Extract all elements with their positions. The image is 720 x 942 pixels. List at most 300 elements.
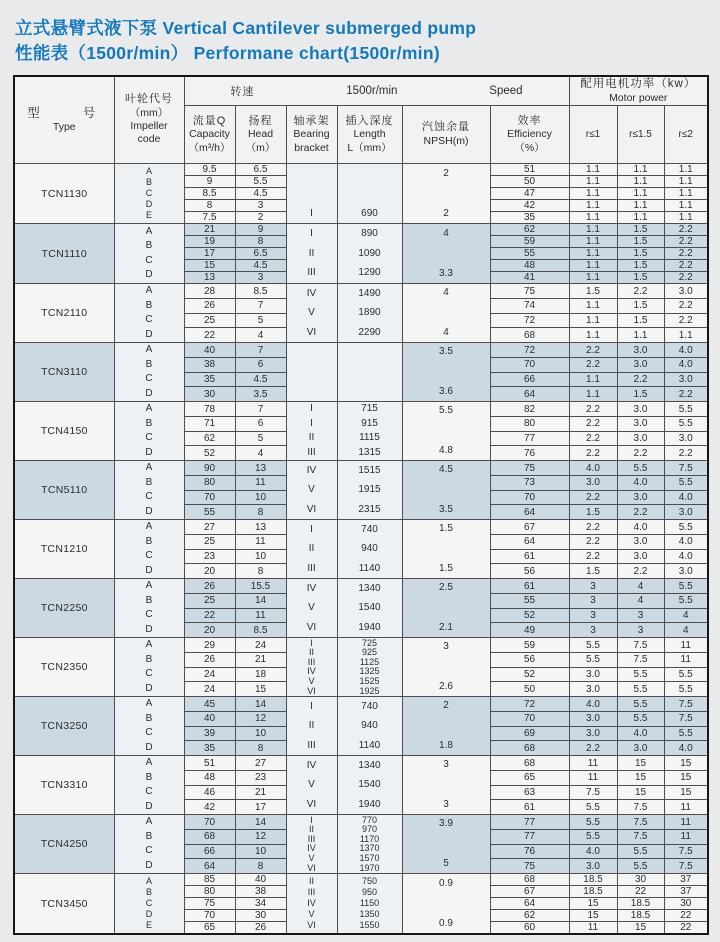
impeller-code-cell-value: B — [145, 712, 153, 724]
efficiency-cell: 59 — [490, 638, 569, 653]
impeller-code-cell — [114, 461, 184, 520]
header-capacity: 流量Q Capacity （m³/h） — [184, 106, 235, 164]
power-r15-cell: 3.0 — [617, 402, 664, 417]
header-motor-power-group: 配用电机功率（kw） Motor power — [569, 76, 708, 106]
capacity-cell: 80 — [184, 886, 235, 898]
bearing-bracket-cell-value: V — [308, 602, 315, 614]
impeller-code-cell-value: B — [145, 887, 152, 897]
bearing-bracket-cell-value: V — [308, 676, 315, 686]
impeller-code-cell-value: D — [145, 564, 153, 576]
power-r1-cell: 1.5 — [569, 505, 617, 520]
power-r1-cell: 3 — [569, 623, 617, 638]
length-cell-value: 1525 — [359, 676, 380, 686]
length-cell-value: 890 — [361, 228, 378, 240]
table-row — [14, 224, 708, 236]
head-cell: 24 — [235, 638, 286, 653]
efficiency-cell: 64 — [490, 534, 569, 549]
npsh-value: 0.9 — [439, 917, 453, 929]
page-title — [13, 16, 707, 66]
power-r1-cell: 11 — [569, 770, 617, 785]
length-cell — [337, 402, 402, 461]
head-cell: 17 — [235, 800, 286, 815]
power-r2-cell: 5.5 — [664, 593, 708, 608]
power-r1-cell: 5.5 — [569, 800, 617, 815]
power-r15-cell: 5.5 — [617, 859, 664, 874]
impeller-code-cell-value: C — [145, 898, 153, 909]
pump-type-cell: TCN3110 — [14, 343, 114, 402]
head-cell: 10 — [235, 549, 286, 564]
power-r1-cell: 2.2 — [569, 416, 617, 431]
head-cell: 10 — [235, 844, 286, 859]
power-r1-cell: 1.5 — [569, 284, 617, 299]
pump-table-body — [14, 164, 708, 935]
header-power-r15: r≤1.5 — [617, 106, 664, 164]
power-r1-cell: 2.2 — [569, 446, 617, 461]
power-r15-cell: 1.1 — [617, 328, 664, 343]
npsh-value: 2.1 — [439, 622, 453, 634]
power-r15-cell: 1.1 — [617, 176, 664, 188]
efficiency-cell: 66 — [490, 372, 569, 387]
capacity-cell: 20 — [184, 564, 235, 579]
power-r2-cell: 7.5 — [664, 711, 708, 726]
impeller-code-cell — [114, 164, 184, 224]
power-r15-cell: 1.1 — [617, 188, 664, 200]
length-cell — [337, 224, 402, 284]
pump-type-cell: TCN3450 — [14, 874, 114, 935]
capacity-cell: 25 — [184, 593, 235, 608]
efficiency-cell: 35 — [490, 212, 569, 224]
capacity-cell: 27 — [184, 520, 235, 535]
head-cell: 4.5 — [235, 188, 286, 200]
impeller-code-cell-value: B — [145, 299, 153, 311]
npsh-value: 3.9 — [439, 818, 453, 830]
capacity-cell: 40 — [184, 343, 235, 358]
power-r2-cell: 5.5 — [664, 682, 708, 697]
length-cell-value: 1550 — [359, 920, 380, 931]
head-cell: 13 — [235, 520, 286, 535]
npsh-value: 3 — [443, 799, 449, 811]
head-cell: 15 — [235, 682, 286, 697]
efficiency-cell: 68 — [490, 756, 569, 771]
head-cell: 34 — [235, 898, 286, 910]
impeller-code-cell-value: B — [145, 476, 153, 488]
power-r1-cell: 1.1 — [569, 188, 617, 200]
npsh-cell — [402, 402, 490, 461]
power-r15-cell: 3 — [617, 608, 664, 623]
power-r1-cell: 3.0 — [569, 475, 617, 490]
power-r15-cell: 5.5 — [617, 682, 664, 697]
length-cell-value: 1370 — [359, 843, 380, 854]
efficiency-cell: 77 — [490, 815, 569, 830]
head-cell: 4 — [235, 446, 286, 461]
efficiency-cell: 68 — [490, 741, 569, 756]
impeller-code-cell-value: A — [145, 285, 153, 297]
power-r15-cell: 7.5 — [617, 800, 664, 815]
power-r1-cell: 18.5 — [569, 874, 617, 886]
pump-type-cell: TCN1210 — [14, 520, 114, 579]
bearing-bracket-cell-value: IV — [306, 464, 317, 476]
power-r2-cell: 2.2 — [664, 260, 708, 272]
power-r2-cell: 11 — [664, 815, 708, 830]
power-r15-cell: 5.5 — [617, 461, 664, 476]
header-speed-group: 转速 1500r/min Speed — [184, 76, 569, 106]
bearing-bracket-cell-value: II — [308, 247, 315, 259]
impeller-code-cell-value: C — [145, 668, 153, 680]
capacity-cell: 75 — [184, 898, 235, 910]
impeller-code-cell-value: A — [145, 580, 153, 592]
capacity-cell: 26 — [184, 579, 235, 594]
impeller-code-cell-value: D — [145, 328, 153, 340]
bearing-bracket-cell-value: I — [310, 637, 313, 648]
power-r15-cell: 22 — [617, 886, 664, 898]
header-length: 插入深度 Length L（mm） — [337, 106, 402, 164]
bearing-bracket-cell-value: II — [308, 824, 314, 835]
head-cell: 5.5 — [235, 176, 286, 188]
bearing-bracket-cell-value: IV — [307, 898, 316, 909]
pump-type-cell: TCN2110 — [14, 284, 114, 343]
power-r2-cell: 7.5 — [664, 697, 708, 712]
power-r2-cell: 4.0 — [664, 343, 708, 358]
power-r15-cell: 3.0 — [617, 357, 664, 372]
head-cell: 10 — [235, 726, 286, 741]
npsh-value: 2 — [443, 700, 449, 712]
impeller-code-cell-value: D — [145, 909, 153, 920]
length-cell-value: 940 — [361, 543, 378, 555]
capacity-cell: 40 — [184, 711, 235, 726]
pump-type-cell: TCN2350 — [14, 638, 114, 697]
capacity-cell: 8.5 — [184, 188, 235, 200]
capacity-cell: 15 — [184, 260, 235, 272]
power-r1-cell: 5.5 — [569, 829, 617, 844]
length-cell-value: 970 — [361, 824, 378, 835]
head-cell: 15.5 — [235, 579, 286, 594]
bearing-bracket-cell-value: I — [310, 207, 313, 219]
bearing-bracket-cell — [286, 343, 337, 402]
power-r15-cell: 1.5 — [617, 272, 664, 284]
head-cell: 8 — [235, 741, 286, 756]
power-r2-cell: 3.0 — [664, 284, 708, 299]
length-cell-value: 1340 — [358, 582, 381, 594]
pump-type-cell: TCN5110 — [14, 461, 114, 520]
power-r1-cell: 1.1 — [569, 212, 617, 224]
power-r2-cell: 11 — [664, 829, 708, 844]
length-cell-value: 1890 — [358, 307, 381, 319]
capacity-cell: 24 — [184, 667, 235, 682]
head-cell: 11 — [235, 608, 286, 623]
capacity-cell: 28 — [184, 284, 235, 299]
power-r1-cell: 1.1 — [569, 387, 617, 402]
npsh-value: 3.5 — [439, 504, 453, 516]
power-r15-cell: 15 — [617, 922, 664, 935]
power-r2-cell: 5.5 — [664, 667, 708, 682]
power-r15-cell: 1.5 — [617, 298, 664, 313]
efficiency-cell: 68 — [490, 874, 569, 886]
capacity-cell: 90 — [184, 461, 235, 476]
power-r15-cell: 5.5 — [617, 667, 664, 682]
npsh-value: 4 — [443, 287, 449, 299]
capacity-cell: 70 — [184, 815, 235, 830]
power-r1-cell: 4.0 — [569, 844, 617, 859]
power-r1-cell: 1.1 — [569, 200, 617, 212]
power-r2-cell: 4.0 — [664, 357, 708, 372]
capacity-cell: 9 — [184, 176, 235, 188]
length-cell-value: 740 — [361, 523, 378, 535]
power-r1-cell: 3.0 — [569, 726, 617, 741]
pump-type-cell: TCN3310 — [14, 756, 114, 815]
head-cell: 23 — [235, 770, 286, 785]
impeller-code-cell-value: D — [145, 199, 153, 210]
bearing-bracket-cell-value: III — [307, 739, 316, 751]
power-r1-cell: 2.2 — [569, 402, 617, 417]
head-cell: 8.5 — [235, 284, 286, 299]
head-cell: 7 — [235, 402, 286, 417]
length-cell-value: 1540 — [358, 779, 381, 791]
power-r1-cell: 1.5 — [569, 564, 617, 579]
length-cell — [337, 343, 402, 402]
efficiency-cell: 49 — [490, 623, 569, 638]
npsh-value: 4.5 — [439, 464, 453, 476]
bearing-bracket-cell — [286, 520, 337, 579]
bearing-bracket-cell-value: VI — [306, 621, 317, 633]
length-cell — [337, 284, 402, 343]
head-cell: 14 — [235, 697, 286, 712]
head-cell: 6 — [235, 357, 286, 372]
capacity-cell: 26 — [184, 298, 235, 313]
power-r1-cell: 1.1 — [569, 260, 617, 272]
power-r15-cell: 5.5 — [617, 697, 664, 712]
power-r2-cell: 11 — [664, 652, 708, 667]
npsh-cell — [402, 520, 490, 579]
head-cell: 5 — [235, 313, 286, 328]
power-r2-cell: 1.1 — [664, 164, 708, 176]
power-r2-cell: 1.1 — [664, 212, 708, 224]
power-r1-cell: 15 — [569, 898, 617, 910]
bearing-bracket-cell-value: V — [308, 779, 315, 791]
impeller-code-cell-value: B — [145, 830, 153, 842]
bearing-bracket-cell-value: I — [310, 417, 313, 429]
impeller-code-cell-value: D — [145, 446, 153, 458]
efficiency-cell: 73 — [490, 475, 569, 490]
length-cell — [337, 697, 402, 756]
efficiency-cell: 69 — [490, 726, 569, 741]
capacity-cell: 85 — [184, 874, 235, 886]
npsh-value: 5.5 — [439, 405, 453, 417]
npsh-value: 2.5 — [439, 582, 453, 594]
power-r15-cell: 1.5 — [617, 248, 664, 260]
length-cell-value: 915 — [361, 417, 378, 429]
bearing-bracket-cell — [286, 756, 337, 815]
power-r2-cell: 2.2 — [664, 248, 708, 260]
efficiency-cell: 70 — [490, 357, 569, 372]
head-cell: 4.5 — [235, 260, 286, 272]
bearing-bracket-cell-value: III — [307, 656, 316, 667]
npsh-value: 1.8 — [439, 740, 453, 752]
capacity-cell: 30 — [184, 387, 235, 402]
bearing-bracket-cell-value: VI — [307, 862, 316, 873]
header-type: 型 号 Type — [14, 76, 114, 164]
impeller-code-cell-value: A — [145, 639, 153, 651]
header-npsh: 汽蚀余量 NPSH(m) — [402, 106, 490, 164]
length-cell — [337, 874, 402, 935]
impeller-code-cell-value: C — [145, 254, 153, 266]
power-r2-cell: 22 — [664, 910, 708, 922]
bearing-bracket-cell-value: V — [308, 909, 315, 920]
capacity-cell: 22 — [184, 328, 235, 343]
power-r2-cell: 1.1 — [664, 200, 708, 212]
head-cell: 9 — [235, 224, 286, 236]
efficiency-cell: 61 — [490, 549, 569, 564]
power-r15-cell: 5.5 — [617, 844, 664, 859]
power-r1-cell: 4.0 — [569, 697, 617, 712]
header-efficiency: 效率 Efficiency （%） — [490, 106, 569, 164]
power-r2-cell: 7.5 — [664, 859, 708, 874]
efficiency-cell: 47 — [490, 188, 569, 200]
npsh-cell — [402, 697, 490, 756]
power-r2-cell: 3.0 — [664, 564, 708, 579]
power-r2-cell: 37 — [664, 874, 708, 886]
npsh-value: 3.5 — [439, 346, 453, 358]
bearing-bracket-cell-value: IV — [306, 582, 317, 594]
capacity-cell: 9.5 — [184, 164, 235, 176]
power-r2-cell: 4.0 — [664, 549, 708, 564]
efficiency-cell: 59 — [490, 236, 569, 248]
head-cell: 6.5 — [235, 164, 286, 176]
power-r15-cell: 4.0 — [617, 520, 664, 535]
length-cell-value: 1140 — [358, 739, 381, 751]
length-cell-value: 1970 — [359, 862, 380, 873]
table-row — [14, 284, 708, 299]
capacity-cell: 25 — [184, 534, 235, 549]
length-cell-value: 1350 — [359, 909, 380, 920]
impeller-code-cell — [114, 402, 184, 461]
head-cell: 11 — [235, 534, 286, 549]
power-r1-cell: 2.2 — [569, 431, 617, 446]
bearing-bracket-cell-value: II — [308, 432, 315, 444]
capacity-cell: 51 — [184, 756, 235, 771]
power-r2-cell: 2.2 — [664, 236, 708, 248]
power-r2-cell: 2.2 — [664, 224, 708, 236]
length-cell-value: 725 — [361, 637, 378, 648]
impeller-code-cell — [114, 579, 184, 638]
capacity-cell: 78 — [184, 402, 235, 417]
power-r15-cell: 1.5 — [617, 387, 664, 402]
power-r15-cell: 2.2 — [617, 284, 664, 299]
power-r15-cell: 2.2 — [617, 505, 664, 520]
bearing-bracket-cell — [286, 815, 337, 874]
impeller-code-cell — [114, 874, 184, 935]
efficiency-cell: 52 — [490, 608, 569, 623]
impeller-code-cell-value: C — [145, 550, 153, 562]
head-cell: 6.5 — [235, 248, 286, 260]
bearing-bracket-cell — [286, 461, 337, 520]
power-r15-cell: 7.5 — [617, 815, 664, 830]
head-cell: 8 — [235, 859, 286, 874]
pump-type-cell: TCN1130 — [14, 164, 114, 224]
power-r1-cell: 1.1 — [569, 224, 617, 236]
impeller-code-cell-value: D — [145, 505, 153, 517]
efficiency-cell: 72 — [490, 343, 569, 358]
length-cell-value: 1540 — [358, 602, 381, 614]
capacity-cell: 70 — [184, 910, 235, 922]
power-r1-cell: 1.1 — [569, 176, 617, 188]
power-r1-cell: 4.0 — [569, 461, 617, 476]
bearing-bracket-cell-value: III — [307, 267, 316, 278]
impeller-code-cell-value: C — [145, 314, 153, 326]
impeller-code-cell-value: B — [145, 535, 153, 547]
impeller-code-cell-value: D — [145, 741, 153, 753]
impeller-code-cell — [114, 638, 184, 697]
power-r15-cell: 3.0 — [617, 431, 664, 446]
header-power-r2: r≤2 — [664, 106, 708, 164]
efficiency-cell: 77 — [490, 431, 569, 446]
length-cell-value: 1570 — [359, 853, 380, 863]
efficiency-cell: 75 — [490, 461, 569, 476]
power-r15-cell: 7.5 — [617, 652, 664, 667]
power-r2-cell: 2.2 — [664, 446, 708, 461]
impeller-code-cell-value: B — [145, 417, 153, 429]
title-line-2: 性能表（1500r/min） Performane chart(1500r/min) — [15, 42, 440, 63]
impeller-code-cell-value: A — [145, 757, 153, 769]
head-cell: 26 — [235, 922, 286, 935]
capacity-cell: 35 — [184, 372, 235, 387]
power-r2-cell: 5.5 — [664, 402, 708, 417]
power-r1-cell: 2.2 — [569, 549, 617, 564]
impeller-code-cell-value: B — [145, 594, 153, 606]
bearing-bracket-cell — [286, 638, 337, 697]
bearing-bracket-cell-value: II — [308, 647, 314, 658]
efficiency-cell: 56 — [490, 564, 569, 579]
head-cell: 7 — [235, 343, 286, 358]
efficiency-cell: 48 — [490, 260, 569, 272]
length-cell-value: 740 — [361, 700, 378, 712]
power-r15-cell: 18.5 — [617, 898, 664, 910]
header-bearing-bracket: 轴承架 Bearing bracket — [286, 106, 337, 164]
impeller-code-cell — [114, 815, 184, 874]
capacity-cell: 55 — [184, 505, 235, 520]
efficiency-cell: 61 — [490, 800, 569, 815]
efficiency-cell: 55 — [490, 248, 569, 260]
power-r2-cell: 5.5 — [664, 416, 708, 431]
power-r2-cell: 1.1 — [664, 328, 708, 343]
power-r15-cell: 3.0 — [617, 416, 664, 431]
head-cell: 21 — [235, 785, 286, 800]
power-r15-cell: 15 — [617, 770, 664, 785]
bearing-bracket-cell-value: IV — [306, 287, 317, 299]
table-row — [14, 520, 708, 535]
power-r2-cell: 5.5 — [664, 579, 708, 594]
length-cell-value: 1170 — [359, 833, 380, 844]
length-cell-value: 950 — [361, 887, 378, 897]
length-cell-value: 715 — [361, 403, 378, 415]
power-r15-cell: 1.1 — [617, 212, 664, 224]
bearing-bracket-cell-value: I — [310, 700, 313, 712]
bearing-bracket-cell — [286, 697, 337, 756]
npsh-value: 0.9 — [439, 877, 453, 889]
impeller-code-cell-value: A — [145, 403, 153, 415]
power-r2-cell: 3.0 — [664, 372, 708, 387]
efficiency-cell: 42 — [490, 200, 569, 212]
npsh-value: 4.8 — [439, 445, 453, 457]
impeller-code-cell-value: D — [145, 800, 153, 812]
bearing-bracket-cell-value: III — [307, 833, 316, 844]
npsh-value: 4 — [443, 227, 449, 239]
impeller-code-cell-value: D — [145, 387, 153, 399]
capacity-cell: 20 — [184, 623, 235, 638]
power-r15-cell: 7.5 — [617, 638, 664, 653]
power-r1-cell: 2.2 — [569, 343, 617, 358]
head-cell: 30 — [235, 910, 286, 922]
npsh-cell — [402, 638, 490, 697]
